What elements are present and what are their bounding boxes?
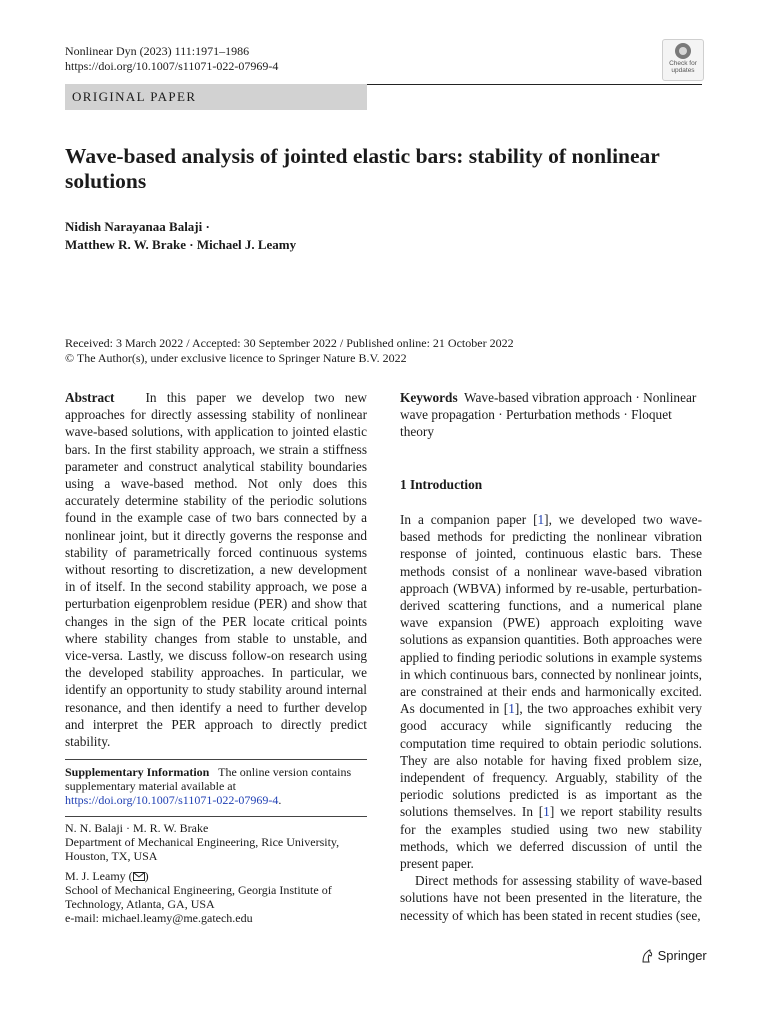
citation-link[interactable]: 1: [537, 512, 545, 527]
dates-line: Received: 3 March 2022 / Accepted: 30 September 2022 / Published online: 21 October 2022: [65, 336, 514, 350]
envelope-icon[interactable]: [133, 872, 145, 881]
keywords: [400, 389, 702, 441]
article-type-ribbon: ORIGINAL PAPER: [65, 84, 367, 110]
affiliation-2-name: M. J. Leamy: [65, 869, 126, 883]
publication-dates: [65, 336, 514, 366]
paper-title: Wave-based analysis of jointed elastic bars: stability of nonlinear solutions: [65, 144, 660, 193]
author-list: [65, 218, 296, 254]
affiliation-2: M. J. Leamy ( ) School of Mechanical Engineering, Georgia Institute of Technology, Atlanta, GA, USA e-mail: michael.leamy@me.gatech.edu: [65, 869, 367, 925]
intro-paragraph-1: In a companion paper [1], we developed two wave-based methods for predicting the nonlinear vibration response of jointed, continuous elastic bars. These methods consist of a nonlinear wave-based vibration approach (WBVA) informed by re-usable, perturbation-derived scattering functions, and a numerical plane wave expansion (PWE) approach exploiting wave solutions as expansion quantities. Both approaches were applied to finding periodic solutions in example systems in which continuous bars, connected by nonlinear joints, are constrained at their ends and harmonically excited. As documented in [1], the two approaches exhibit very good accuracy while significantly reducing the computation time required to obtain periodic solutions. They are also notable for having fixed problem size, independent of frequency. Arguably, stability of the periodic solutions predicted is as important as the solutions themselves. In [1] we report stability results for the examples studied using two new stability methods, which we deferred discussion of until the present paper.: [400, 512, 702, 872]
journal-citation: [65, 44, 278, 74]
abstract-label: Abstract: [65, 390, 115, 405]
affiliation-2-dept: School of Mechanical Engineering, Georgia Institute of Technology, Atlanta, GA, USA: [65, 883, 332, 911]
supplementary-label: Supplementary Information: [65, 765, 210, 779]
author-3[interactable]: Michael J. Leamy: [196, 237, 297, 252]
doi-line[interactable]: https://doi.org/10.1007/s11071-022-07969-4: [65, 59, 279, 73]
author-separator: ·: [189, 237, 194, 252]
intro-paragraph-2: Direct methods for assessing stability of wave-based solutions have not been presented in the literature, the necessity of which has been stated in recent studies (see,: [400, 873, 702, 923]
intro-text-a: In a companion paper: [400, 512, 527, 527]
intro-text-b: , we developed two wave-based methods for predicting the nonlinear vibration response of jointed, continuous elastic bars. These methods consist of a nonlinear wave-based vibration approach (WBVA) informed by re-usable, perturbation-derived scattering functions, and a numerical plane wave expansion (PWE) approach exploiting wave solutions as expansion quantities. Both approaches were applied to finding periodic solutions in example systems in which continuous bars, connected by nonlinear joints, are constrained at their ends and harmonically excited. As documented in: [400, 512, 702, 717]
supplementary-link[interactable]: https://doi.org/10.1007/s11071-022-07969-4: [65, 793, 279, 807]
intro-text-d: we report stability results for the examples studied using two new stability methods, which we deferred discussion of until the present paper.: [400, 804, 702, 872]
keywords-text: Wave-based vibration approach · Nonlinear wave propagation · Perturbation methods · Floquet theory: [400, 390, 697, 440]
affiliation-1-dept: Department of Mechanical Engineering, Rice University, Houston, TX, USA: [65, 835, 340, 863]
introduction-body: [400, 511, 702, 924]
check-for-updates-badge[interactable]: [662, 39, 704, 81]
publisher-name: Springer: [657, 948, 707, 963]
copyright-line: © The Author(s), under exclusive licence to Springer Nature B.V. 2022: [65, 351, 407, 365]
publisher-mark: [640, 948, 707, 964]
check-updates-text-1: Check for: [669, 60, 697, 67]
check-updates-icon: [675, 43, 691, 59]
affiliation-rule: [65, 816, 367, 817]
affiliation-1: [65, 821, 367, 863]
journal-line: Nonlinear Dyn (2023) 111:1971–1986: [65, 44, 250, 58]
supplementary-rule: [65, 759, 367, 760]
citation-link[interactable]: 1: [508, 701, 515, 717]
affiliation-2-email[interactable]: e-mail: michael.leamy@me.gatech.edu: [65, 911, 253, 925]
supplementary-text: The online version contains supplementary material available at: [65, 765, 352, 793]
author-1[interactable]: Nidish Narayanaa Balaji: [65, 219, 203, 234]
supplementary-info: Supplementary Information The online version contains supplementary material available at https://doi.org/10.1007/s11071-022-07969-4.: [65, 765, 352, 807]
abstract: [65, 389, 367, 750]
author-2[interactable]: Matthew R. W. Brake: [65, 237, 186, 252]
section-heading-introduction: 1 Introduction: [400, 477, 483, 492]
check-updates-text-2: updates: [671, 67, 695, 74]
citation-link[interactable]: 1: [543, 804, 550, 820]
author-separator: ·: [205, 219, 210, 234]
affiliation-1-names: N. N. Balaji · M. R. W. Brake: [65, 821, 209, 835]
springer-horse-icon: [640, 949, 654, 963]
abstract-text: In this paper we develop two new approaches for directly assessing stability of nonlinear wave-based solutions, with application to jointed elastic bars. In the first stability approach, we strain a stiffness parameter and construct analytical stability boundaries using a wave-based method. Not only does this accurately determine stability of the periodic solutions found in the example case of two bars connected by a nonlinear joint, but it directly governs the response and stability of parametrically forced continuous systems without resorting to discretization, a new development in of itself. In the second stability approach, we pose a perturbation eigenproblem residue (PER) and show that changes in the sign of the PER locate critical points where stability changes from stable to unstable, and vice-versa. Lastly, we discuss follow-on research using the developed stability approaches. In particular, we identify an opportunity to study stability around internal resonance, and then identify a need to further develop and interpret the PER approach to directly predict stability.: [65, 390, 367, 750]
keywords-label: Keywords: [400, 390, 458, 405]
intro-text-c: , the two approaches exhibit very good accuracy while significantly reducing the computation time required to obtain periodic solutions. They are also notable for having fixed problem size, independent of frequency. Arguably, stability of the periodic solutions predicted is as important as the solutions themselves. In: [400, 701, 702, 820]
